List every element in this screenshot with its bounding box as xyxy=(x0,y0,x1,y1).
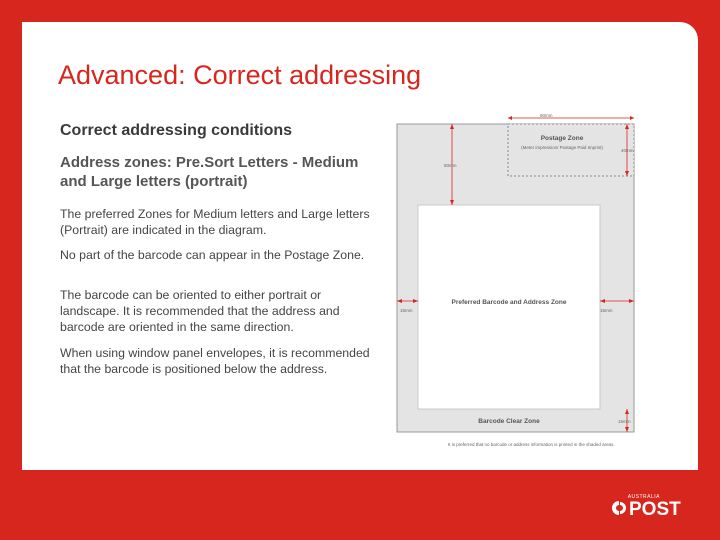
paragraph-orientation: The barcode can be oriented to either portrait or landscape. It is recommended that the address and barcode are oriented in the same direction. xyxy=(60,288,340,334)
dim-top-label: 90mm xyxy=(540,113,553,118)
dim-left-top-label: 60mm xyxy=(444,163,457,168)
section-subtitle: Correct addressing conditions xyxy=(60,122,293,139)
logo-wordmark: POST xyxy=(629,499,681,520)
logo-small-text: AUSTRALIA xyxy=(627,494,660,500)
address-zone-diagram xyxy=(394,112,640,457)
zones-heading: Address zones: Pre.Sort Letters - Medium and Large letters (portrait) xyxy=(60,154,359,190)
preferred-zone-label: Preferred Barcode and Address Zone xyxy=(451,299,567,306)
paragraph-postage-zone: No part of the barcode can appear in the Postage Zone. xyxy=(60,248,365,262)
dim-bottom-right-label: 15mm xyxy=(618,419,631,424)
diagram-graphic xyxy=(394,112,640,457)
clear-zone-label: Barcode Clear Zone xyxy=(478,418,540,425)
post-logo-icon xyxy=(612,501,626,515)
dim-left-mid-label: 15mm xyxy=(400,308,413,313)
preferred-zone-box xyxy=(418,205,600,409)
australia-post-logo xyxy=(610,494,690,524)
dim-right-top-label: 40mm xyxy=(621,148,634,153)
paragraph-preferred-zones: The preferred Zones for Medium letters and Large letters (Portrait) are indicated in the diagram. xyxy=(60,207,370,237)
paragraph-window-envelopes: When using window panel envelopes, it is recommended that the barcode is positioned below the address. xyxy=(60,346,370,376)
diagram-footnote: It is preferred that no barcode or address information is printed in the shaded areas. xyxy=(448,442,615,447)
postage-zone-label: Postage Zone xyxy=(540,135,584,142)
postage-zone-note: (Meter impression/ Postage Paid Imprint) xyxy=(521,145,603,150)
dim-right-mid-label: 15mm xyxy=(600,308,613,313)
slide-title: Advanced: Correct addressing xyxy=(58,60,422,90)
